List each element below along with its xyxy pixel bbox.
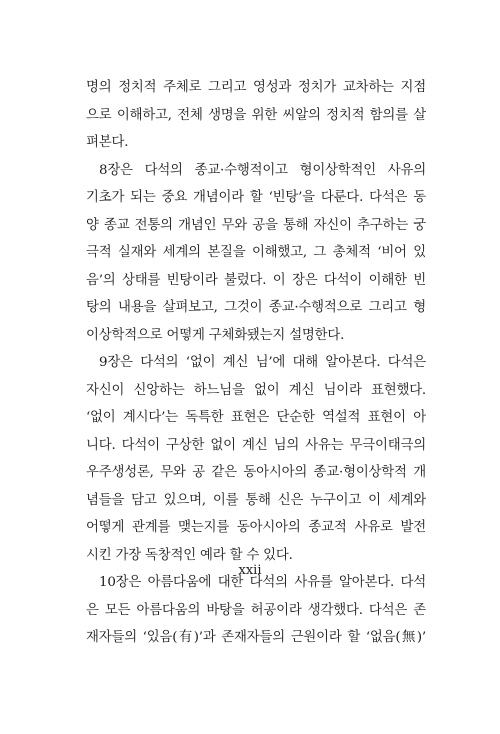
text-line: 탕의 내용을 살펴보고, 그것이 종교·수행적으로 그리고 형 [86,300,426,315]
page-number: xxii [238,563,262,578]
text-line: 10장은 아름다움에 대한 다석의 사유를 알아본다. 다석 [99,575,426,590]
text-line: 자신이 신앙하는 하느님을 없이 계신 님이라 표현했다. [86,382,426,398]
text-line: 은 모든 아름다움의 바탕을 허공이라 생각했다. 다석은 존 [86,602,426,618]
text-line: 시킨 가장 독창적인 예라 할 수 있다. [86,547,293,563]
text-line: ‘없이 계시다’는 독특한 표현은 단순한 역설적 표현이 아 [86,410,426,425]
text-line: 극적 실재와 세계의 본질을 이해했고, 그 총체적 ‘비어 있 [86,245,426,260]
text-line: 펴본다. [86,135,129,150]
text-line: 니다. 다석이 구상한 없이 계신 님의 사유는 무극이태극의 [86,437,426,453]
text-line: 으로 이해하고, 전체 생명을 위한 씨알의 정치적 함의를 살 [86,107,426,123]
text-line: 9장은 다석의 ‘없이 계신 님’에 대해 알아본다. 다석은 [99,355,426,370]
text-line: 기초가 되는 중요 개념이라 할 ‘빈탕’을 다룬다. 다석은 동 [86,190,426,205]
text-line: 8장은 다석의 종교·수행적이고 형이상학적인 사유의 [99,162,426,178]
text-line: 어떻게 관계를 맺는지를 동아시아의 종교적 사유로 발전 [86,520,426,535]
text-line: 우주생성론, 무와 공 같은 동아시아의 종교·형이상학적 개 [86,465,426,480]
text-line: 념들을 담고 있으며, 이를 통해 신은 누구이고 이 세계와 [86,492,426,508]
text-line: 재자들의 ‘있음(有)’과 존재자들의 근원이라 할 ‘없음(無)’ [86,630,426,645]
text-line: 명의 정치적 주체로 그리고 영성과 정치가 교차하는 지점 [86,80,426,95]
text-line: 양 종교 전통의 개념인 무와 공을 통해 자신이 추구하는 궁 [86,217,426,233]
text-line: 이상학적으로 어떻게 구체화됐는지 설명한다. [86,327,345,343]
text-line: 음’의 상태를 빈탕이라 불렀다. 이 장은 다석이 이해한 빈 [86,272,426,288]
